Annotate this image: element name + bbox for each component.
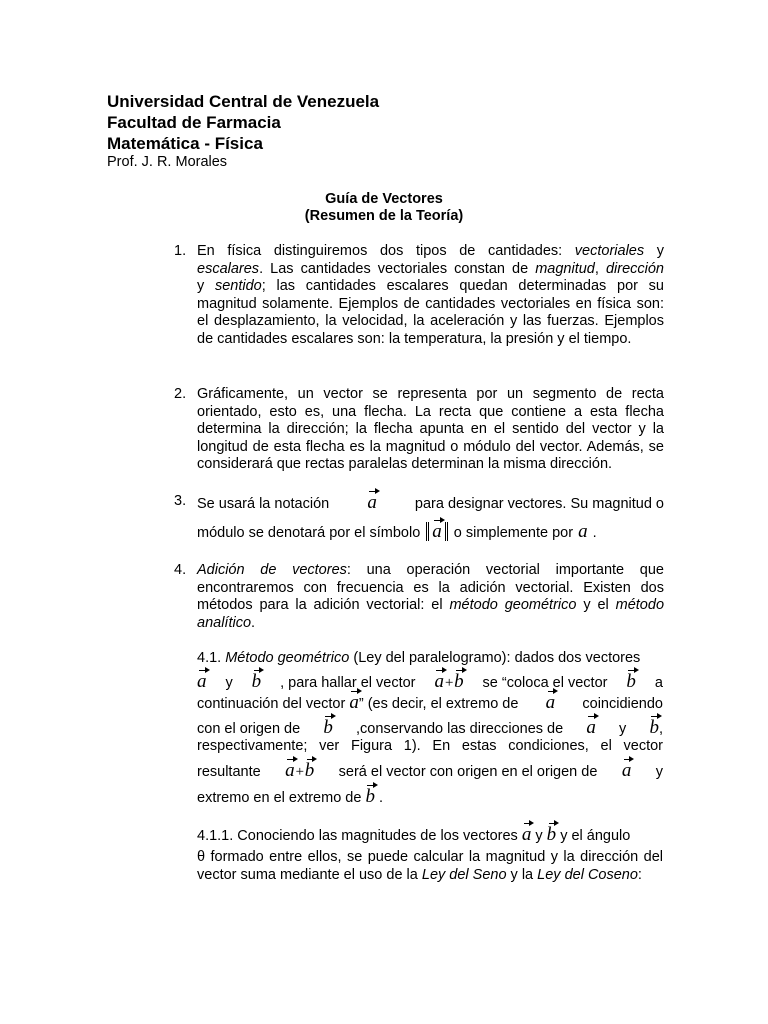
item-number: 1.: [174, 243, 187, 259]
vector-b-symbol: b: [251, 671, 262, 692]
item-number: 2.: [174, 386, 187, 402]
item-3-text: Se usará la notación a para designar vectores. Su magnitud o módulo se denotará por el símbolo a o simplemente por a .: [197, 492, 664, 542]
scalar-a-symbol: a: [578, 520, 588, 542]
vector-a-symbol: a: [367, 492, 377, 513]
guide-subtitle: (Resumen de la Teoría): [304, 208, 464, 224]
vector-a-symbol: a: [545, 692, 556, 713]
section-4-1: 4.1. Método geométrico (Ley del paralelogramo): dados dos vectores a y b , para hallar el vector a+b se “coloca el vector b a continuación del vector a” (es decir, el extremo de a coincidiendo con el origen de b ,conservando las direcciones de a y b, respectivamente; ver Figura 1). En estas condiciones, el vector resultante a+b será el vector con origen en el origen de a y extremo en el extremo de b .: [197, 650, 663, 807]
item-1-text: En física distinguiremos dos tipos de cantidades: vectoriales y escalares. Las cantidades vectoriales constan de magnitud, dirección y sentido; las cantidades escalares quedan determinadas por su magnitud solamente. Ejemplos de cantidades vectoriales en física son: el desplazamiento, la velocidad, la aceleración y las fuerzas. Ejemplos de cantidades escalares son: la temperatura, la presión y el tiempo.: [197, 243, 664, 347]
list-item-1: [174, 243, 664, 373]
guide-title: Guía de Vectores: [325, 191, 443, 207]
vector-a-symbol: a: [197, 671, 207, 692]
item-number: 4.: [174, 562, 187, 578]
item-4-text: Adición de vectores: una operación vectorial importante que encontraremos con frecuencia es la adición vectorial. Existen dos métodos para la adición vectorial: el método geométrico y el método analítico.: [197, 562, 665, 631]
course-heading: Matemática - Física: [107, 134, 263, 153]
list-item-4: [174, 562, 664, 634]
vector-b-symbol: b: [323, 717, 333, 738]
faculty-heading: Facultad de Farmacia: [107, 113, 281, 132]
university-heading: Universidad Central de Venezuela: [107, 92, 380, 111]
vector-a-symbol: a: [586, 717, 596, 738]
professor-name: Prof. J. R. Morales: [107, 154, 228, 170]
list-item-2: [174, 386, 664, 478]
norm-symbol: a: [426, 522, 448, 541]
section-4-1-1: 4.1.1. Conociendo las magnitudes de los vectores a y b y el ángulo θ formado entre ellos, se puede calcular la magnitud y la dirección del vector suma mediante el uso de la Ley del Seno y la Ley del Coseno:: [197, 824, 663, 883]
vector-b-symbol: b: [626, 671, 636, 692]
list-item-3: [174, 493, 664, 543]
item-2-text: Gráficamente, un vector se representa por un segmento de recta orientado, esto es, una flecha. La recta que contiene a esta flecha determina la dirección; la flecha apunta en el sentido del vector y la longitud de esta flecha es la magnitud o módulo del vector. Además, se considerará que rectas paralelas determinan la misma dirección.: [197, 386, 664, 473]
vector-a-symbol: a: [621, 760, 632, 781]
item-number: 3.: [174, 493, 187, 509]
